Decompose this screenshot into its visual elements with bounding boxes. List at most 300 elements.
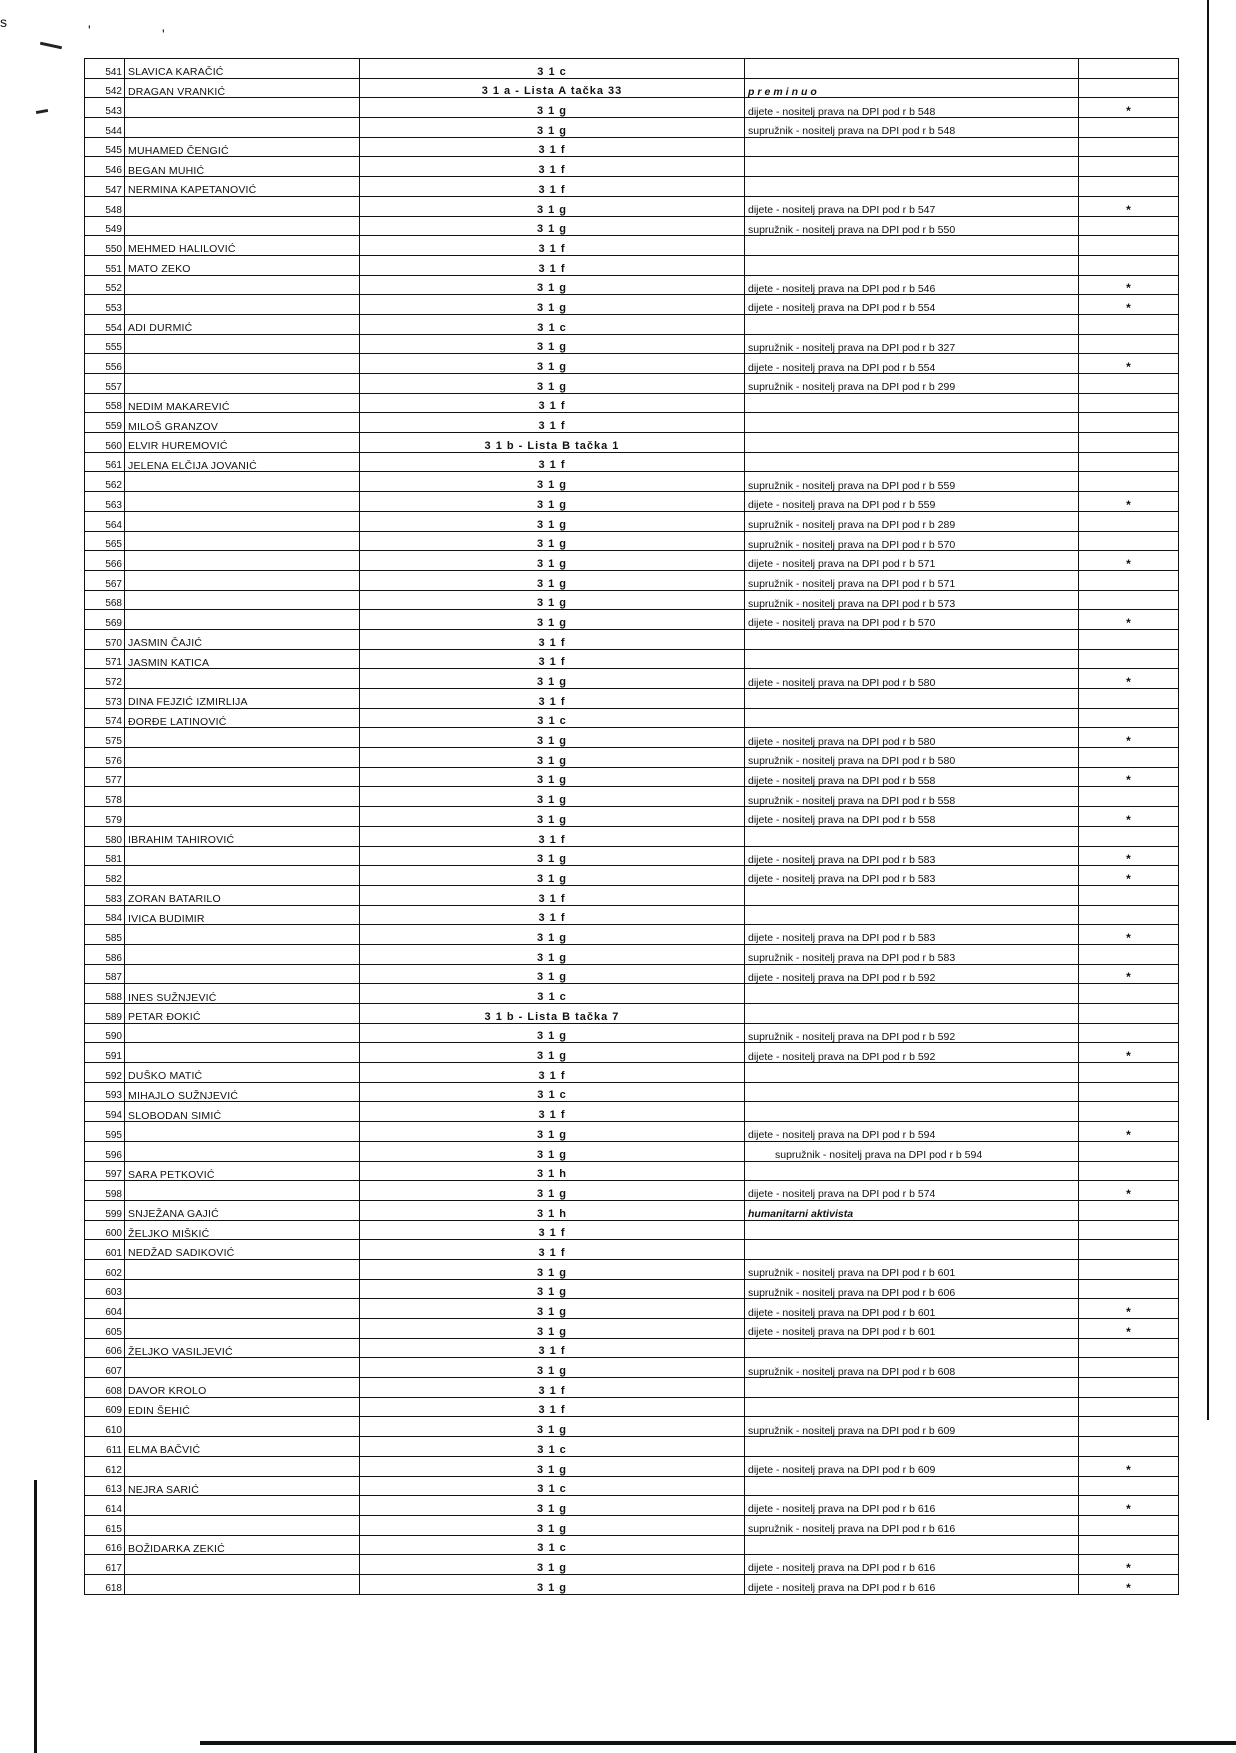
table-row [85,1358,1179,1378]
asterisk-mark [1079,137,1179,157]
row-number: 554 [85,314,125,334]
right-note [745,157,1079,177]
right-note: supružnik - nositelj prava na DPI pod r b 550 [745,216,1079,236]
asterisk-mark: * [1079,551,1179,571]
category-code: 3 1 g [360,1319,745,1339]
right-note: dijete - nositelj prava na DPI pod r b 558 [745,767,1079,787]
table-row [85,1299,1179,1319]
asterisk-mark [1079,649,1179,669]
asterisk-mark [1079,1397,1179,1417]
category-code: 3 1 g [360,98,745,118]
person-name [125,472,360,492]
asterisk-mark: * [1079,807,1179,827]
right-note: dijete - nositelj prava na DPI pod r b 574 [745,1181,1079,1201]
person-name: EDIN ŠEHIĆ [125,1397,360,1417]
table-row [85,1161,1179,1181]
right-note: supružnik - nositelj prava na DPI pod r b 606 [745,1279,1079,1299]
person-name: MATO ZEKO [125,255,360,275]
asterisk-mark [1079,1535,1179,1555]
right-note [745,1161,1079,1181]
right-note [745,689,1079,709]
table-row [85,236,1179,256]
person-name [125,354,360,374]
table-row [85,1102,1179,1122]
category-code: 3 1 f [360,413,745,433]
right-note: dijete - nositelj prava na DPI pod r b 547 [745,196,1079,216]
right-note: supružnik - nositelj prava na DPI pod r b 580 [745,748,1079,768]
category-code: 3 1 b - Lista B tačka 7 [360,1004,745,1024]
row-number: 546 [85,157,125,177]
right-note: supružnik - nositelj prava na DPI pod r b 608 [745,1358,1079,1378]
row-number: 612 [85,1456,125,1476]
asterisk-mark [1079,177,1179,197]
row-number: 560 [85,433,125,453]
row-number: 573 [85,689,125,709]
row-number: 587 [85,964,125,984]
category-code: 3 1 c [360,314,745,334]
table-row [85,964,1179,984]
row-number: 567 [85,570,125,590]
right-note: supružnik - nositelj prava na DPI pod r b 609 [745,1417,1079,1437]
asterisk-mark [1079,511,1179,531]
person-name: ELVIR HUREMOVIĆ [125,433,360,453]
person-name: MIHAJLO SUŽNJEVIĆ [125,1082,360,1102]
right-note: dijete - nositelj prava na DPI pod r b 601 [745,1319,1079,1339]
category-code: 3 1 c [360,984,745,1004]
table-row [85,393,1179,413]
right-note [745,1063,1079,1083]
person-name [125,1555,360,1575]
asterisk-mark [1079,629,1179,649]
category-code: 3 1 g [360,1043,745,1063]
table-row [85,1023,1179,1043]
row-number: 545 [85,137,125,157]
right-note [745,629,1079,649]
asterisk-mark: * [1079,767,1179,787]
right-note: dijete - nositelj prava na DPI pod r b 616 [745,1574,1079,1594]
category-code: 3 1 f [360,255,745,275]
row-number: 571 [85,649,125,669]
row-number: 590 [85,1023,125,1043]
asterisk-mark [1079,413,1179,433]
table-row [85,1259,1179,1279]
asterisk-mark: * [1079,1496,1179,1516]
row-number: 588 [85,984,125,1004]
right-note: dijete - nositelj prava na DPI pod r b 558 [745,807,1079,827]
right-note: supružnik - nositelj prava na DPI pod r b 289 [745,511,1079,531]
category-code: 3 1 g [360,610,745,630]
right-note [745,1378,1079,1398]
row-number: 574 [85,708,125,728]
table-row [85,1200,1179,1220]
right-note: supružnik - nositelj prava na DPI pod r b 548 [745,118,1079,138]
table-row [85,196,1179,216]
person-name: DRAGAN VRANKIĆ [125,78,360,98]
person-name: ŽELJKO VASILJEVIĆ [125,1338,360,1358]
right-note [745,1004,1079,1024]
asterisk-mark: * [1079,1456,1179,1476]
row-number: 552 [85,275,125,295]
asterisk-mark [1079,1417,1179,1437]
category-code: 3 1 g [360,511,745,531]
asterisk-mark: * [1079,275,1179,295]
row-number: 566 [85,551,125,571]
category-code: 3 1 f [360,1397,745,1417]
table-row [85,1082,1179,1102]
table-row [85,78,1179,98]
asterisk-mark [1079,1082,1179,1102]
category-code: 3 1 g [360,1574,745,1594]
right-note: dijete - nositelj prava na DPI pod r b 594 [745,1122,1079,1142]
table-row [85,492,1179,512]
category-code: 3 1 g [360,787,745,807]
asterisk-mark [1079,1358,1179,1378]
row-number: 559 [85,413,125,433]
person-name: JELENA ELČIJA JOVANIĆ [125,452,360,472]
category-code: 3 1 g [360,1358,745,1378]
row-number: 576 [85,748,125,768]
row-number: 551 [85,255,125,275]
asterisk-mark [1079,885,1179,905]
row-number: 570 [85,629,125,649]
asterisk-mark [1079,1338,1179,1358]
asterisk-mark [1079,1102,1179,1122]
right-note: dijete - nositelj prava na DPI pod r b 546 [745,275,1079,295]
table-row [85,1240,1179,1260]
right-note [745,177,1079,197]
bottom-scan-edge [200,1741,1236,1745]
right-note: dijete - nositelj prava na DPI pod r b 580 [745,669,1079,689]
category-code: 3 1 f [360,393,745,413]
person-name: ŽELJKO MIŠKIĆ [125,1220,360,1240]
asterisk-mark: * [1079,98,1179,118]
category-code: 3 1 g [360,531,745,551]
category-code: 3 1 g [360,1456,745,1476]
row-number: 555 [85,334,125,354]
table-row [85,590,1179,610]
category-code: 3 1 f [360,1063,745,1083]
row-number: 595 [85,1122,125,1142]
right-note: dijete - nositelj prava na DPI pod r b 609 [745,1456,1079,1476]
right-note: dijete - nositelj prava na DPI pod r b 554 [745,295,1079,315]
table-row [85,1574,1179,1594]
row-number: 575 [85,728,125,748]
table-row [85,1063,1179,1083]
category-code: 3 1 g [360,570,745,590]
category-code: 3 1 g [360,1279,745,1299]
category-code: 3 1 g [360,1496,745,1516]
right-note [745,708,1079,728]
person-name [125,1122,360,1142]
table-row [85,1476,1179,1496]
asterisk-mark [1079,1515,1179,1535]
asterisk-mark [1079,689,1179,709]
category-code: 3 1 g [360,807,745,827]
row-number: 585 [85,925,125,945]
table-row [85,1004,1179,1024]
right-note [745,137,1079,157]
person-name [125,1181,360,1201]
asterisk-mark [1079,1279,1179,1299]
row-number: 548 [85,196,125,216]
table-row [85,1515,1179,1535]
right-note: dijete - nositelj prava na DPI pod r b 554 [745,354,1079,374]
table-body [85,59,1179,1595]
table-row [85,925,1179,945]
category-code: 3 1 g [360,492,745,512]
category-code: 3 1 f [360,137,745,157]
table-row [85,1417,1179,1437]
right-note: dijete - nositelj prava na DPI pod r b 583 [745,866,1079,886]
person-name: JASMIN KATICA [125,649,360,669]
table-row [85,905,1179,925]
category-code: 3 1 h [360,1161,745,1181]
person-name: IVICA BUDIMIR [125,905,360,925]
row-number: 591 [85,1043,125,1063]
row-number: 583 [85,885,125,905]
category-code: 3 1 f [360,649,745,669]
asterisk-mark [1079,374,1179,394]
asterisk-mark [1079,59,1179,79]
category-code: 3 1 g [360,767,745,787]
table-row [85,826,1179,846]
row-number: 584 [85,905,125,925]
person-name [125,1141,360,1161]
category-code: 3 1 f [360,905,745,925]
table-row [85,649,1179,669]
asterisk-mark [1079,334,1179,354]
person-name: SNJEŽANA GAJIĆ [125,1200,360,1220]
beneficiaries-table [84,58,1179,1595]
right-note: dijete - nositelj prava na DPI pod r b 601 [745,1299,1079,1319]
row-number: 608 [85,1378,125,1398]
person-name: NERMINA KAPETANOVIĆ [125,177,360,197]
category-code: 3 1 g [360,551,745,571]
right-note: supružnik - nositelj prava na DPI pod r b 570 [745,531,1079,551]
table-row [85,1220,1179,1240]
right-note: dijete - nositelj prava na DPI pod r b 548 [745,98,1079,118]
right-note [745,649,1079,669]
table-row [85,354,1179,374]
right-note: supružnik - nositelj prava na DPI pod r b 558 [745,787,1079,807]
asterisk-mark [1079,216,1179,236]
row-number: 596 [85,1141,125,1161]
person-name: NEDIM MAKAREVIĆ [125,393,360,413]
row-number: 550 [85,236,125,256]
row-number: 563 [85,492,125,512]
row-number: 599 [85,1200,125,1220]
asterisk-mark: * [1079,1319,1179,1339]
person-name: SLOBODAN SIMIĆ [125,1102,360,1122]
category-code: 3 1 g [360,964,745,984]
scan-speck [36,109,48,114]
category-code: 3 1 g [360,866,745,886]
table-row [85,689,1179,709]
right-note [745,255,1079,275]
table-row [85,669,1179,689]
person-name: JASMIN ČAJIĆ [125,629,360,649]
person-name [125,1023,360,1043]
category-code: 3 1 f [360,1220,745,1240]
category-code: 3 1 f [360,885,745,905]
asterisk-mark: * [1079,295,1179,315]
table-row [85,629,1179,649]
table-row [85,846,1179,866]
asterisk-mark [1079,826,1179,846]
right-note: supružnik - nositelj prava na DPI pod r b 571 [745,570,1079,590]
category-code: 3 1 g [360,1259,745,1279]
asterisk-mark [1079,1437,1179,1457]
asterisk-mark [1079,905,1179,925]
asterisk-mark: * [1079,354,1179,374]
table-row [85,275,1179,295]
person-name [125,807,360,827]
asterisk-mark: * [1079,610,1179,630]
person-name: ELMA BAČVIĆ [125,1437,360,1457]
right-note: dijete - nositelj prava na DPI pod r b 592 [745,964,1079,984]
row-number: 572 [85,669,125,689]
person-name [125,216,360,236]
table-row [85,295,1179,315]
right-note [745,413,1079,433]
right-note: supružnik - nositelj prava na DPI pod r b 583 [745,944,1079,964]
right-note [745,1082,1079,1102]
category-code: 3 1 c [360,1535,745,1555]
asterisk-mark [1079,708,1179,728]
asterisk-mark [1079,1141,1179,1161]
asterisk-mark [1079,157,1179,177]
asterisk-mark [1079,748,1179,768]
table-row [85,1437,1179,1457]
right-note: dijete - nositelj prava na DPI pod r b 616 [745,1555,1079,1575]
row-number: 600 [85,1220,125,1240]
asterisk-mark [1079,1004,1179,1024]
row-number: 580 [85,826,125,846]
row-number: 613 [85,1476,125,1496]
person-name: DAVOR KROLO [125,1378,360,1398]
row-number: 564 [85,511,125,531]
person-name [125,1299,360,1319]
right-note [745,393,1079,413]
table-row [85,807,1179,827]
table-row [85,511,1179,531]
category-code: 3 1 g [360,216,745,236]
category-code: 3 1 f [360,1378,745,1398]
table-row [85,1279,1179,1299]
table-row [85,137,1179,157]
row-number: 592 [85,1063,125,1083]
table-row [85,177,1179,197]
table-row [85,118,1179,138]
table-row [85,984,1179,1004]
row-number: 611 [85,1437,125,1457]
asterisk-mark [1079,118,1179,138]
right-note [745,885,1079,905]
table-row [85,157,1179,177]
row-number: 542 [85,78,125,98]
asterisk-mark [1079,255,1179,275]
right-note: dijete - nositelj prava na DPI pod r b 559 [745,492,1079,512]
right-note [745,452,1079,472]
row-number: 597 [85,1161,125,1181]
row-number: 565 [85,531,125,551]
category-code: 3 1 g [360,1122,745,1142]
person-name [125,1319,360,1339]
category-code: 3 1 b - Lista B tačka 1 [360,433,745,453]
right-note [745,314,1079,334]
person-name [125,1456,360,1476]
table-row [85,433,1179,453]
person-name: DUŠKO MATIĆ [125,1063,360,1083]
right-note: dijete - nositelj prava na DPI pod r b 616 [745,1496,1079,1516]
right-note [745,826,1079,846]
table-row [85,885,1179,905]
category-code: 3 1 c [360,1437,745,1457]
asterisk-mark [1079,1240,1179,1260]
asterisk-mark [1079,472,1179,492]
table-row [85,413,1179,433]
asterisk-mark: * [1079,1574,1179,1594]
asterisk-mark [1079,984,1179,1004]
right-note [745,1338,1079,1358]
table-row [85,944,1179,964]
row-number: 541 [85,59,125,79]
table-row [85,708,1179,728]
person-name [125,669,360,689]
table-row [85,374,1179,394]
right-note [745,984,1079,1004]
asterisk-mark [1079,1161,1179,1181]
stray-mark: ' [162,26,165,42]
person-name [125,334,360,354]
asterisk-mark: * [1079,196,1179,216]
table-row [85,1122,1179,1142]
category-code: 3 1 c [360,59,745,79]
row-number: 568 [85,590,125,610]
asterisk-mark [1079,590,1179,610]
asterisk-mark [1079,531,1179,551]
row-number: 603 [85,1279,125,1299]
margin-glyph: s [0,14,7,30]
person-name: INES SUŽNJEVIĆ [125,984,360,1004]
right-note: dijete - nositelj prava na DPI pod r b 570 [745,610,1079,630]
right-note: dijete - nositelj prava na DPI pod r b 583 [745,925,1079,945]
row-number: 582 [85,866,125,886]
category-code: 3 1 g [360,925,745,945]
row-number: 561 [85,452,125,472]
person-name [125,748,360,768]
row-number: 618 [85,1574,125,1594]
right-note [745,1102,1079,1122]
asterisk-mark [1079,452,1179,472]
table-row [85,767,1179,787]
row-number: 579 [85,807,125,827]
asterisk-mark: * [1079,492,1179,512]
category-code: 3 1 f [360,1240,745,1260]
person-name [125,1515,360,1535]
category-code: 3 1 f [360,689,745,709]
person-name [125,925,360,945]
right-note: supružnik - nositelj prava na DPI pod r b 616 [745,1515,1079,1535]
table-row [85,59,1179,79]
category-code: 3 1 g [360,275,745,295]
right-note: dijete - nositelj prava na DPI pod r b 592 [745,1043,1079,1063]
asterisk-mark [1079,1259,1179,1279]
category-code: 3 1 c [360,1082,745,1102]
table-row [85,1338,1179,1358]
asterisk-mark [1079,944,1179,964]
asterisk-mark [1079,1476,1179,1496]
